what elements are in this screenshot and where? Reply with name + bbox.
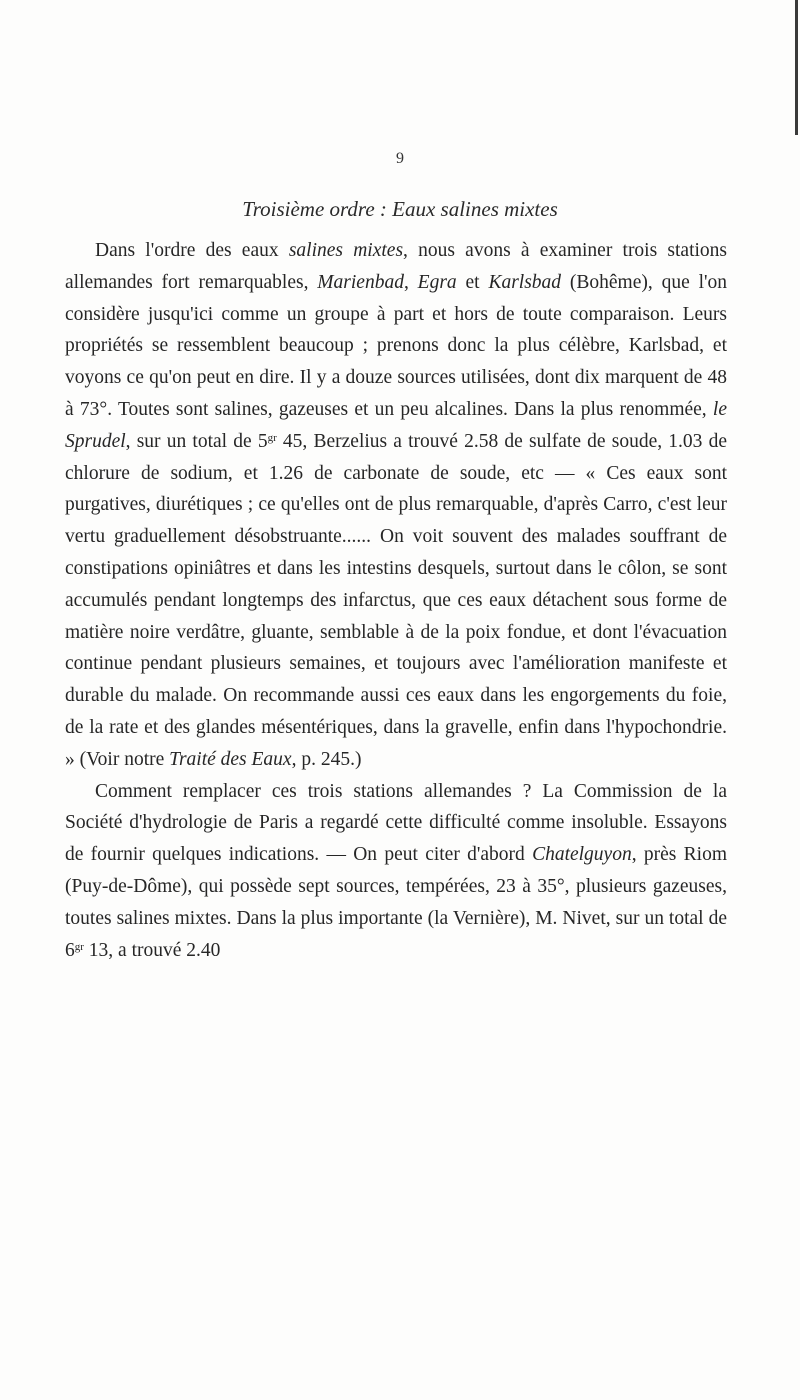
- text-run: Comment remplacer ces trois stations allemandes ? La Commission de la Société d'hydrologie de Paris a regardé cette difficulté comme insoluble. Essayons de fournir quelques indications. — On peut citer d'abord: [65, 780, 727, 866]
- italic-place-name: Chatelguyon: [532, 844, 632, 866]
- text-run: et: [456, 271, 489, 293]
- body-text: [65, 235, 727, 966]
- text-run: (Bohême), que l'on considère jusqu'ici comme un groupe à part et hors de toute comparaison. Leurs propriétés se ressemblent beaucoup ; prenons donc la plus célèbre, Karlsbad, et voyons ce qu'on peut en dire. Il y a douze sources utilisées, dont dix marquent de 48 à 73°. Toutes sont salines, gazeuses et un peu alcalines. Dans la plus renommée,: [65, 271, 728, 420]
- text-run: 13, a trouvé 2.40: [83, 939, 221, 961]
- text-run: Dans l'ordre des eaux: [95, 240, 289, 261]
- italic-place-name: Egra: [417, 271, 457, 293]
- section-heading: Troisième ordre : Eaux salines mixtes: [242, 197, 558, 221]
- italic-place-name: Karlsbad: [488, 271, 562, 293]
- unit-superscript: gr: [74, 940, 84, 953]
- text-run: , près Riom (Puy-de-Dôme), qui possède sept sources, tempérées, 23 à 35°, plusieurs gazeuses, toutes salines mixtes. Dans la plus importante (la Vernière), M. Nivet, sur un total de 6: [65, 844, 727, 961]
- text-run: , nous avons à examiner trois stations allemandes fort remarquables,: [65, 240, 727, 293]
- italic-place-name: Marienbad: [317, 271, 404, 293]
- italic-term: salines mixtes: [288, 240, 404, 261]
- text-run: , sur un total de 5: [125, 430, 268, 452]
- italic-book-title: Traité des Eaux: [169, 748, 292, 770]
- text-run: , p. 245.): [291, 748, 362, 770]
- page-edge-line: [795, 0, 798, 135]
- paragraph-2: [65, 776, 727, 967]
- unit-superscript: gr: [267, 431, 277, 444]
- paragraph-1: [65, 235, 727, 776]
- text-run: ,: [403, 271, 418, 293]
- page-number: 9: [396, 150, 404, 167]
- text-run: 45, Berzelius a trouvé 2.58 de sulfate de soude, 1.03 de chlorure de sodium, et 1.26 de carbonate de soude, etc — « Ces eaux sont purgatives, diurétiques ; ce qu'elles ont de plus remarquable, d'après Carro, c'est leur vertu graduellement désobstruante...... On voit souvent des malades souffrant de constipations opiniâtres et dans les intestins desquels, surtout dans le côlon, se sont accumulés pendant longtemps des infarctus, que ces eaux détachent sous forme de matière noire verdâtre, gluante, semblable à de la poix fondue, et dont l'évacuation continue pendant plusieurs semaines, et toujours avec l'amélioration manifeste et durable du malade. On recommande aussi ces eaux dans les engorgements du foie, de la rate et des glandes mésentériques, dans la gravelle, enfin dans l'hypochondrie. » (Voir notre: [65, 430, 727, 770]
- italic-source-name: le Sprudel: [65, 398, 727, 452]
